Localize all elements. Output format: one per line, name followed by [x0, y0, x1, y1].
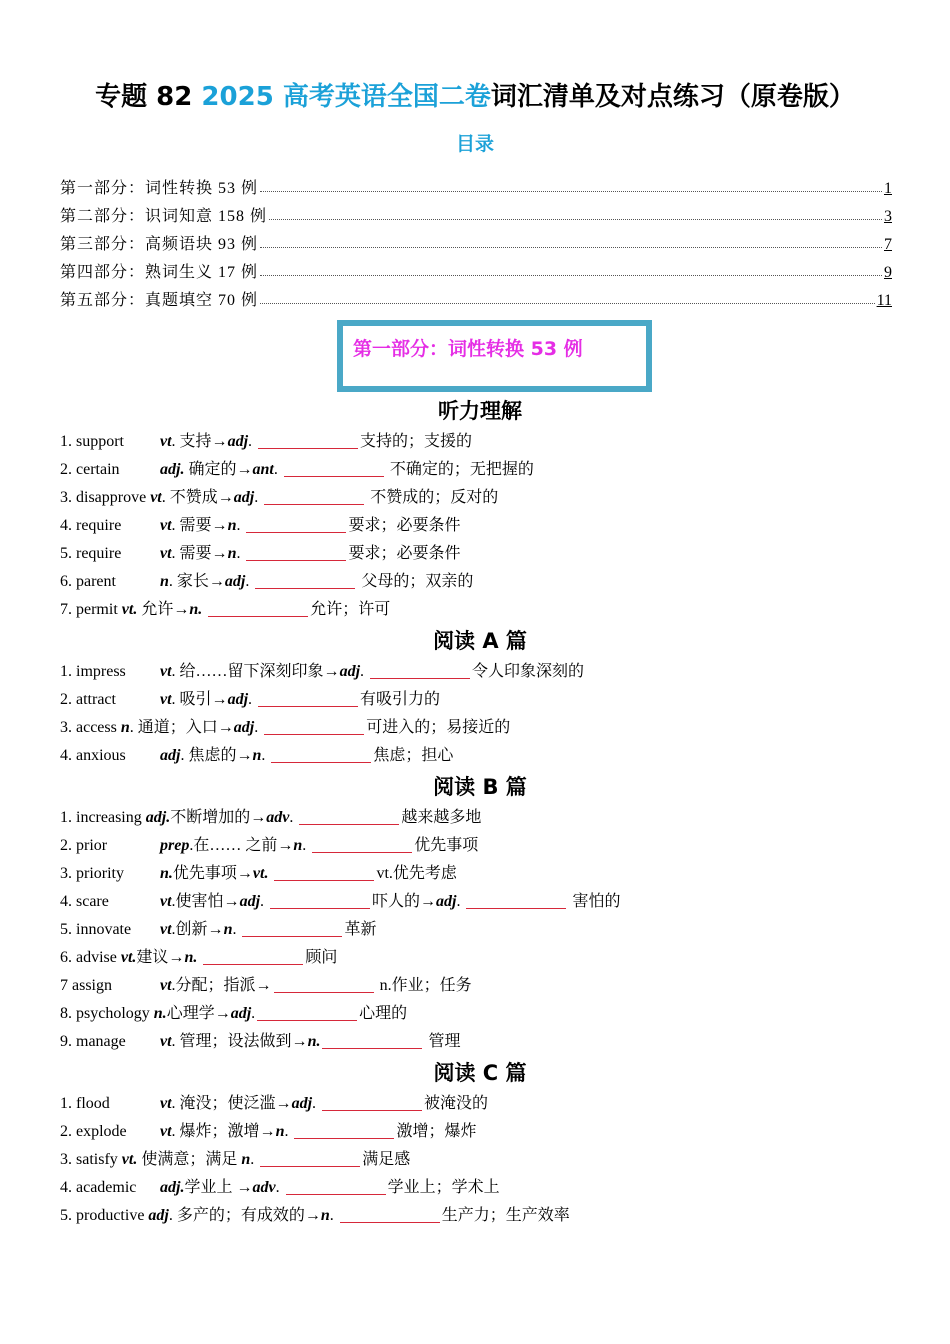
section-title: 阅读 C 篇 [433, 1061, 527, 1085]
toc-item[interactable] [60, 226, 892, 254]
vocab-word: 3. priority [60, 865, 124, 882]
target-part-of-speech: adv [252, 1179, 276, 1196]
toc-item[interactable] [60, 282, 892, 310]
part-of-speech: vt. [121, 601, 138, 618]
pos-suffix: . [171, 517, 180, 534]
pos-suffix: . [251, 1005, 256, 1022]
vocab-meaning: 给……留下深刻印象→ [179, 663, 340, 680]
vocab-word: 2. prior [60, 837, 108, 854]
part-of-speech: n [160, 573, 169, 590]
section-title: 听力理解 [438, 399, 522, 423]
part-of-speech: prep [160, 837, 190, 854]
target-part-of-speech: n [320, 1207, 330, 1224]
pos-suffix: . [248, 433, 257, 450]
title-prefix: 专题 82 [95, 82, 202, 112]
answer-hint: 管理 [424, 1033, 461, 1050]
vocab-row [60, 1146, 900, 1174]
answer-hint: 顾问 [305, 949, 338, 966]
pos-suffix: . [273, 461, 282, 478]
pos-suffix [202, 601, 206, 618]
pos-suffix: . [248, 691, 257, 708]
answer-blank[interactable] [270, 907, 370, 909]
vocab-meaning: 优先事项→ [172, 865, 253, 882]
pos-suffix: . [171, 1095, 180, 1112]
pos-suffix: . [456, 893, 465, 910]
pos-suffix: . [261, 747, 270, 764]
vocab-meaning: 焦虑的→ [188, 747, 253, 764]
answer-blank[interactable] [255, 587, 355, 589]
part-of-speech: adj. [145, 809, 171, 826]
part-of-speech: vt [160, 1033, 172, 1050]
vocab-meaning: 淹没；使泛滥→ [179, 1095, 292, 1112]
vocab-row [60, 512, 900, 540]
vocab-row [60, 1118, 900, 1146]
answer-hint: 可进入的；易接近的 [366, 719, 511, 736]
answer-blank[interactable] [286, 1193, 386, 1195]
answer-hint: 令人印象深刻的 [472, 663, 585, 680]
vocab-meaning: 管理；设法做到→ [179, 1033, 308, 1050]
target-part-of-speech: adj [224, 573, 246, 590]
vocab-row [60, 804, 900, 832]
toc-item-page[interactable]: 3 [884, 208, 892, 225]
part-of-speech: vt. [120, 949, 137, 966]
target-part-of-speech: n. [184, 949, 198, 966]
answer-hint: 被淹没的 [424, 1095, 489, 1112]
answer-hint: 有吸引力的 [360, 691, 441, 708]
target-part-of-speech: n [252, 747, 262, 764]
pos-suffix: . [236, 517, 245, 534]
part-of-speech: n [120, 719, 130, 736]
pos-suffix: . [168, 1207, 177, 1224]
answer-blank[interactable] [246, 531, 346, 533]
toc-leader [260, 303, 875, 304]
vocab-word: 1. increasing [60, 809, 142, 826]
vocab-word: 4. anxious [60, 747, 126, 764]
part-of-speech: vt [150, 489, 162, 506]
vocab-meaning: 不断增加的→ [170, 809, 267, 826]
vocab-meaning: 支持→ [179, 433, 228, 450]
vocab-meaning: 创新→ [175, 921, 224, 938]
vocab-row [60, 860, 900, 888]
target-part-of-speech: ant [252, 461, 274, 478]
answer-hint: 不确定的；无把握的 [385, 461, 534, 478]
vocab-row [60, 658, 900, 686]
section-title: 阅读 B 篇 [433, 775, 527, 799]
target-part-of-speech: adj [291, 1095, 313, 1112]
part-of-speech: adj. [160, 461, 185, 478]
answer-hint: 激增；爆炸 [396, 1123, 477, 1140]
vocab-row [60, 888, 900, 916]
part-of-speech: n. [153, 1005, 167, 1022]
answer-hint: 生产力；生产效率 [441, 1207, 570, 1224]
toc-heading: 目录 [455, 133, 494, 155]
vocab-word: 5. productive [60, 1207, 145, 1224]
answer-blank[interactable] [264, 733, 364, 735]
answer-blank[interactable] [258, 447, 358, 449]
vocab-row [60, 1000, 900, 1028]
vocab-word: 1. impress [60, 663, 126, 680]
pos-suffix: . [161, 489, 170, 506]
vocab-word: 8. psychology [60, 1005, 150, 1022]
answer-hint: 父母的；双亲的 [357, 573, 474, 590]
vocab-word: 2. explode [60, 1123, 127, 1140]
part-of-speech: adj. [160, 1179, 185, 1196]
vocab-row [60, 714, 900, 742]
vocab-meaning: 吸引→ [179, 691, 228, 708]
pos-suffix: . [284, 1123, 293, 1140]
vocab-row [60, 1174, 900, 1202]
vocab-meaning: 多产的；有成效的→ [176, 1207, 321, 1224]
vocab-meaning: 需要→ [179, 517, 228, 534]
pos-suffix: . [171, 893, 176, 910]
toc-item[interactable] [60, 254, 892, 282]
toc-leader [260, 191, 882, 192]
target-part-of-speech: adj [339, 663, 361, 680]
part-of-speech: vt [160, 433, 172, 450]
pos-suffix: . [168, 573, 177, 590]
vocab-word: 4. academic [60, 1179, 137, 1196]
vocab-row [60, 1202, 900, 1230]
document-title [0, 76, 950, 113]
target-part-of-speech: n [227, 517, 237, 534]
vocab-word: 2. attract [60, 691, 116, 708]
vocabulary-content [60, 394, 900, 1230]
pos-suffix: . [236, 545, 245, 562]
answer-blank[interactable] [299, 823, 399, 825]
answer-blank[interactable] [340, 1221, 440, 1223]
part-of-speech: vt [160, 977, 172, 994]
target-part-of-speech: vt. [252, 865, 269, 882]
answer-blank[interactable] [203, 963, 303, 965]
answer-hint: vt.优先考虑 [376, 865, 457, 882]
pos-suffix: . [245, 573, 254, 590]
answer-blank[interactable] [208, 615, 308, 617]
part-of-speech: vt [160, 1095, 172, 1112]
vocab-word: 3. access [60, 719, 117, 736]
answer-blank[interactable] [322, 1047, 422, 1049]
pos-suffix: . [180, 747, 189, 764]
answer-blank[interactable] [274, 991, 374, 993]
vocab-row [60, 686, 900, 714]
vocab-meaning: 不赞成→ [169, 489, 234, 506]
answer-hint: 学业上；学术上 [387, 1179, 500, 1196]
vocab-word: 7 assign [60, 977, 112, 994]
toc-item-label: 第三部分：高频语块 93 例 [60, 236, 259, 253]
answer-blank[interactable] [271, 761, 371, 763]
answer-hint: 支持的；支援的 [360, 433, 473, 450]
answer-blank[interactable] [274, 879, 374, 881]
part-of-speech: adj [160, 747, 181, 764]
target-part-of-speech: n [275, 1123, 285, 1140]
toc-item[interactable] [60, 198, 892, 226]
target-part-of-speech: adj [233, 489, 255, 506]
vocab-word: 6. parent [60, 573, 116, 590]
vocab-word: 5. require [60, 545, 122, 562]
target-part-of-speech: n [293, 837, 303, 854]
pos-suffix: . [260, 893, 269, 910]
part-of-speech: vt [160, 893, 172, 910]
part-of-speech: vt [160, 921, 172, 938]
vocab-row [60, 1090, 900, 1118]
title-highlight: 2025 高考英语全国二卷 [201, 82, 491, 112]
part-of-speech: vt [160, 545, 172, 562]
answer-hint: 害怕的 [568, 893, 621, 910]
vocab-row [60, 456, 900, 484]
pos-suffix [268, 865, 272, 882]
pos-suffix: . [171, 691, 180, 708]
answer-blank[interactable] [294, 1137, 394, 1139]
answer-blank[interactable] [258, 705, 358, 707]
answer-blank[interactable] [264, 503, 364, 505]
part-of-speech: vt [160, 1123, 172, 1140]
answer-blank[interactable] [466, 907, 566, 909]
pos-suffix: . [171, 545, 180, 562]
vocab-meaning: 使满意；满足 [141, 1151, 242, 1168]
vocab-word: 1. flood [60, 1095, 110, 1112]
part-of-speech: vt. [121, 1151, 138, 1168]
vocab-row [60, 972, 900, 1000]
answer-hint: 焦虑；担心 [373, 747, 454, 764]
pos-suffix: . [171, 921, 176, 938]
vocab-row [60, 1028, 900, 1056]
target-part-of-speech: adj [227, 433, 249, 450]
pos-suffix: . [189, 837, 194, 854]
toc-item-label: 第一部分：词性转换 53 例 [60, 180, 259, 197]
part-of-speech: vt [160, 691, 172, 708]
pos-suffix: . [129, 719, 138, 736]
vocab-row [60, 742, 900, 770]
vocab-row [60, 944, 900, 972]
vocab-row [60, 568, 900, 596]
toc-item-page[interactable]: 1 [884, 180, 892, 197]
pos-suffix: . [329, 1207, 338, 1224]
answer-hint: n.作业；任务 [375, 977, 472, 994]
vocab-row [60, 596, 900, 624]
toc-item-page[interactable]: 9 [884, 264, 892, 281]
pos-suffix: . [289, 809, 298, 826]
part-heading: 第一部分：词性转换 53 例 [353, 338, 583, 360]
answer-hint: 满足感 [362, 1151, 411, 1168]
pos-suffix: . [171, 663, 180, 680]
answer-blank[interactable] [242, 935, 342, 937]
target-part-of-speech: n [223, 921, 233, 938]
toc-item-label: 第二部分：识词知意 158 例 [60, 208, 268, 225]
answer-hint: 允许；许可 [310, 601, 391, 618]
vocab-word: 1. support [60, 433, 124, 450]
target-part-of-speech: adj [230, 1005, 252, 1022]
answer-hint: 革新 [344, 921, 377, 938]
vocab-meaning: 在…… 之前→ [193, 837, 294, 854]
part-of-speech: vt [160, 517, 172, 534]
answer-blank[interactable] [370, 677, 470, 679]
vocab-meaning: 心理学→ [166, 1005, 231, 1022]
pos-suffix: . [360, 663, 369, 680]
vocab-row [60, 484, 900, 512]
answer-blank[interactable] [246, 559, 346, 561]
answer-blank[interactable] [284, 475, 384, 477]
vocab-word: 4. scare [60, 893, 109, 910]
answer-blank[interactable] [257, 1019, 357, 1021]
table-of-contents [60, 170, 892, 310]
vocab-word: 3. disapprove [60, 489, 147, 506]
vocab-meaning: 允许→ [141, 601, 190, 618]
target-part-of-speech: adj [227, 691, 249, 708]
vocab-meaning: 家长→ [176, 573, 225, 590]
answer-blank[interactable] [260, 1165, 360, 1167]
toc-leader [260, 247, 882, 248]
pos-suffix: . [312, 1095, 321, 1112]
answer-hint: 要求；必要条件 [348, 545, 461, 562]
target-part-of-speech: adj [239, 893, 261, 910]
title-suffix: 词汇清单及对点练习（原卷版） [490, 82, 855, 112]
vocab-row [60, 832, 900, 860]
part-of-speech: n. [160, 865, 173, 882]
toc-item[interactable] [60, 170, 892, 198]
vocab-row [60, 540, 900, 568]
vocab-meaning: 学业上 → [184, 1179, 253, 1196]
section-title: 阅读 A 篇 [433, 629, 527, 653]
target-part-of-speech: adv [266, 809, 290, 826]
pos-suffix: . [232, 921, 241, 938]
answer-blank[interactable] [322, 1109, 422, 1111]
part-of-speech: adj [148, 1207, 169, 1224]
pos-suffix: . [275, 1179, 284, 1196]
vocab-meaning: 分配；指派→ [175, 977, 272, 994]
pos-suffix: . [171, 977, 176, 994]
vocab-meaning: 爆炸；激增→ [179, 1123, 276, 1140]
vocab-meaning: 通道；入口→ [137, 719, 234, 736]
toc-item-page[interactable]: 7 [884, 236, 892, 253]
toc-item-page[interactable]: 11 [876, 292, 892, 309]
vocab-meaning: 需要→ [179, 545, 228, 562]
target-part-of-speech: n. [189, 601, 203, 618]
pos-suffix: . [171, 1033, 180, 1050]
answer-hint: 要求；必要条件 [348, 517, 461, 534]
toc-item-label: 第五部分：真题填空 70 例 [60, 292, 259, 309]
vocab-word: 3. satisfy [60, 1151, 118, 1168]
toc-leader [269, 219, 882, 220]
target-part-of-speech: adj [233, 719, 255, 736]
vocab-meaning: 使害怕→ [175, 893, 240, 910]
vocab-meaning: 建议→ [136, 949, 185, 966]
target-part-of-speech: n [241, 1151, 251, 1168]
pos-suffix: . [302, 837, 311, 854]
target-part-of-speech: adj [436, 893, 457, 910]
vocab-word: 4. require [60, 517, 122, 534]
vocab-meaning: 确定的→ [188, 461, 253, 478]
target-part-of-speech: n. [307, 1033, 321, 1050]
vocab-word: 5. innovate [60, 921, 132, 938]
answer-hint: 心理的 [359, 1005, 408, 1022]
target-part-of-speech: n [227, 545, 237, 562]
answer-hint: 越来越多地 [401, 809, 482, 826]
pos-suffix: . [250, 1151, 259, 1168]
vocab-word: 2. certain [60, 461, 120, 478]
part-of-speech: vt [160, 663, 172, 680]
pos-suffix: . [171, 433, 180, 450]
pos-suffix: . [254, 489, 263, 506]
pos-suffix: . [171, 1123, 180, 1140]
toc-leader [260, 275, 882, 276]
part-heading-box [337, 320, 652, 392]
pos-suffix [197, 949, 201, 966]
answer-hint: 吓人的→ [372, 893, 437, 910]
answer-blank[interactable] [312, 851, 412, 853]
vocab-word: 9. manage [60, 1033, 126, 1050]
answer-hint: 不赞成的；反对的 [366, 489, 499, 506]
vocab-row [60, 916, 900, 944]
vocab-word: 7. permit [60, 601, 118, 618]
toc-item-label: 第四部分：熟词生义 17 例 [60, 264, 259, 281]
vocab-word: 6. advise [60, 949, 117, 966]
pos-suffix: . [254, 719, 263, 736]
answer-hint: 优先事项 [414, 837, 479, 854]
vocab-row [60, 428, 900, 456]
